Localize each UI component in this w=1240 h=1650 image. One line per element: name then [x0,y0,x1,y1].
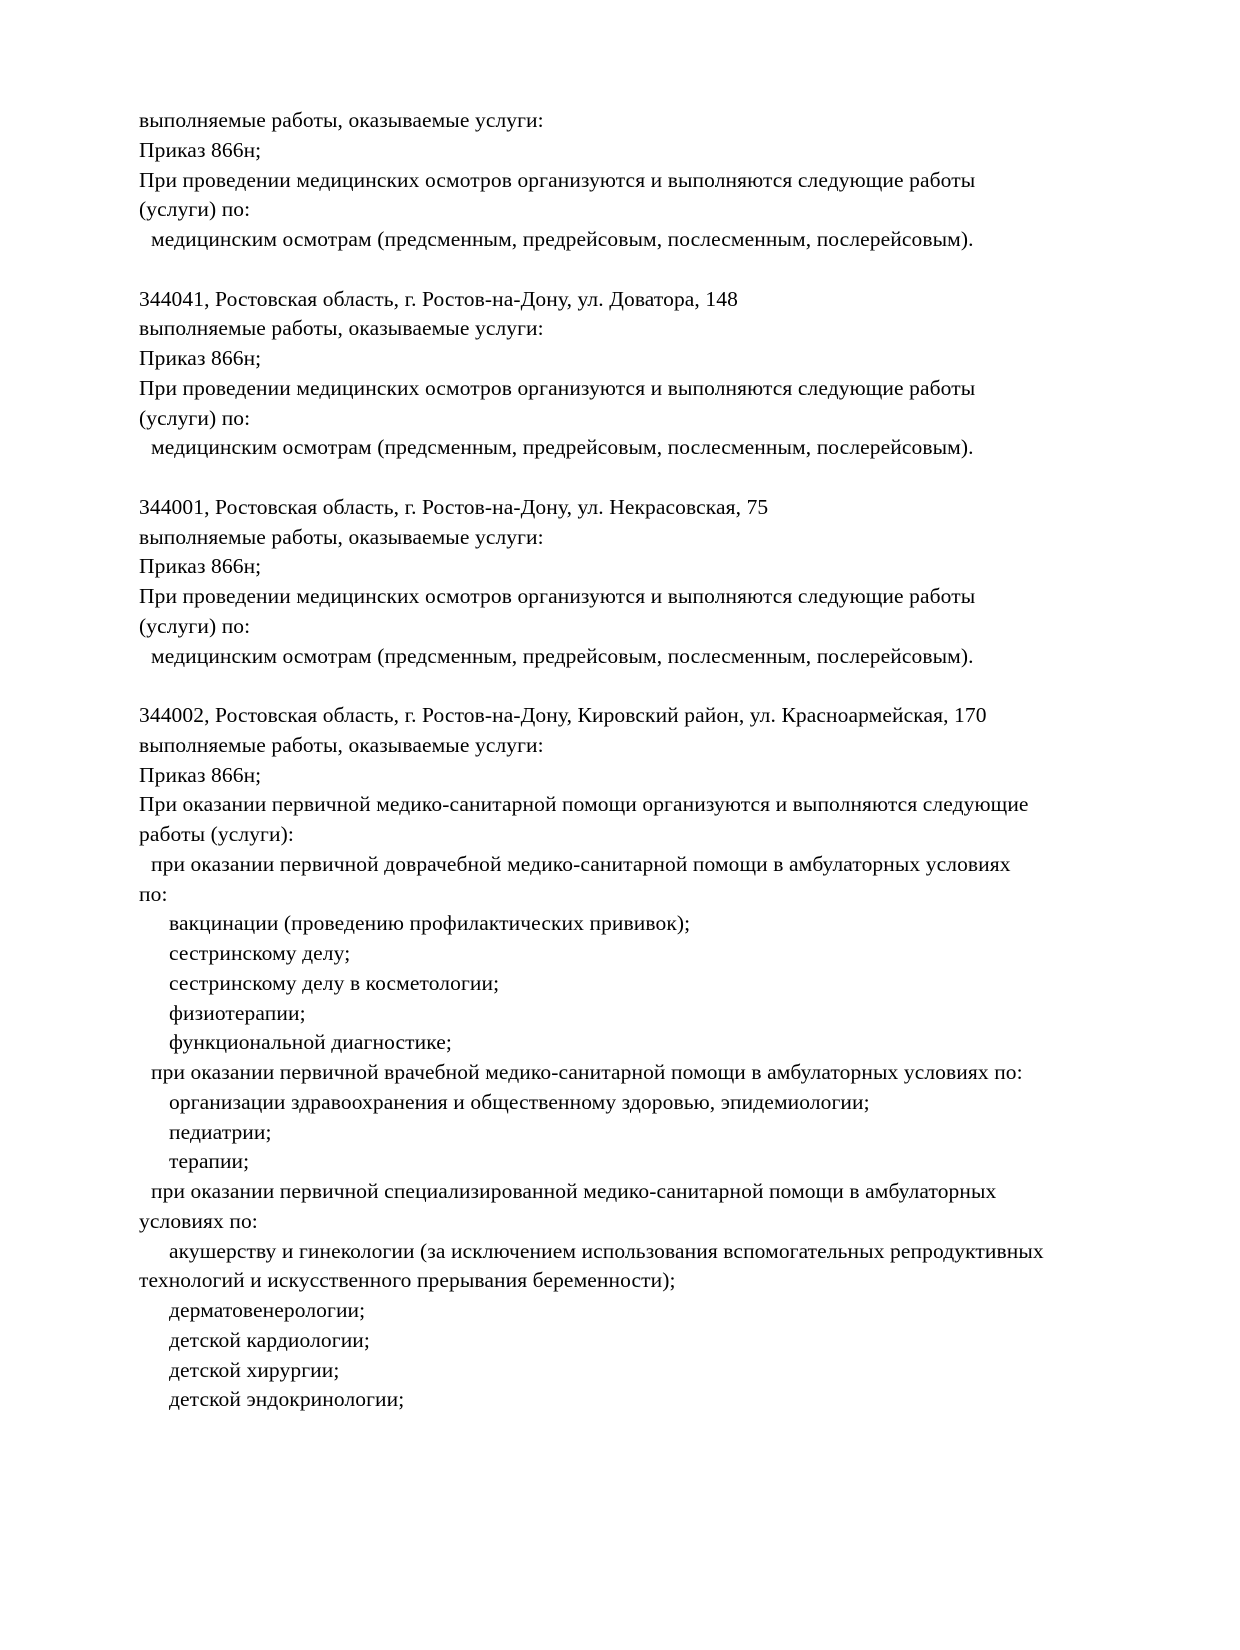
text-line: сестринскому делу в косметологии; [169,970,500,995]
text-line: выполняемые работы, оказываемые услуги: [139,108,544,132]
text-line: При оказании первичной медико-санитарной помощи организуются и выполняются следующие [139,792,1029,817]
text-line: по: [139,881,168,906]
text-line: выполняемые работы, оказываемые услуги: [139,316,544,341]
text-line: выполняемые работы, оказываемые услуги: [139,524,544,549]
text-line: акушерству и гинекологии (за исключением использования вспомогательных репродуктивных [169,1238,1044,1263]
text-line: медицинским осмотрам (предсменным, предрейсовым, послесменным, послерейсовым). [151,227,974,251]
text-line: Приказ 866н; [139,762,262,787]
address-line: 344041, Ростовская область, г. Ростов-на-Дону, ул. Доватора, 148 [139,286,738,311]
address-line: 344001, Ростовская область, г. Ростов-на-Дону, ул. Некрасовская, 75 [139,494,769,519]
text-line: Приказ 866н; [139,346,262,370]
text-line: педиатрии; [169,1119,272,1144]
text-line: технологий и искусственного прерывания беременности); [139,1268,676,1293]
license-section [139,701,1201,1415]
text-line: при оказании первичной врачебной медико-санитарной помощи в амбулаторных условиях по: [151,1060,1023,1084]
license-section [139,493,1201,672]
text-line: условиях по: [139,1208,258,1233]
text-line: Приказ 866н; [139,137,262,162]
text-line: (услуги) по: [139,613,251,638]
text-line: детской эндокринологии; [169,1387,405,1412]
text-line: дерматовенерологии; [169,1298,366,1322]
text-line: вакцинации (проведению профилактических прививок); [169,911,691,936]
text-line: При проведении медицинских осмотров организуются и выполняются следующие работы [139,584,976,608]
text-line: (услуги) по: [139,405,251,430]
text-line: работы (услуги): [139,822,294,846]
address-line: 344002, Ростовская область, г. Ростов-на-Дону, Кировский район, ул. Красноармейская, 170 [139,703,987,727]
text-line: При проведении медицинских осмотров организуются и выполняются следующие работы [139,375,976,400]
license-section [139,106,1201,255]
text-line: сестринскому делу; [169,941,351,965]
license-section [139,285,1201,464]
text-line: функциональной диагностике; [169,1030,452,1055]
text-line: Приказ 866н; [139,554,262,579]
text-line: При проведении медицинских осмотров организуются и выполняются следующие работы [139,167,976,192]
text-line: физиотерапии; [169,1000,306,1025]
text-line: выполняемые работы, оказываемые услуги: [139,732,544,757]
text-line: терапии; [169,1149,250,1174]
text-line: медицинским осмотрам (предсменным, предрейсовым, послесменным, послерейсовым). [151,643,974,668]
text-line: (услуги) по: [139,197,251,222]
text-line: медицинским осмотрам (предсменным, предрейсовым, послесменным, послерейсовым). [151,435,974,460]
text-line: детской кардиологии; [169,1327,370,1352]
text-line: при оказании первичной доврачебной медико-санитарной помощи в амбулаторных условиях [151,851,1011,876]
text-line: организации здравоохранения и общественному здоровью, эпидемиологии; [169,1089,870,1114]
text-line: при оказании первичной специализированной медико-санитарной помощи в амбулаторных [151,1179,997,1203]
document-text [139,106,1201,1415]
text-line: детской хирургии; [169,1357,340,1382]
